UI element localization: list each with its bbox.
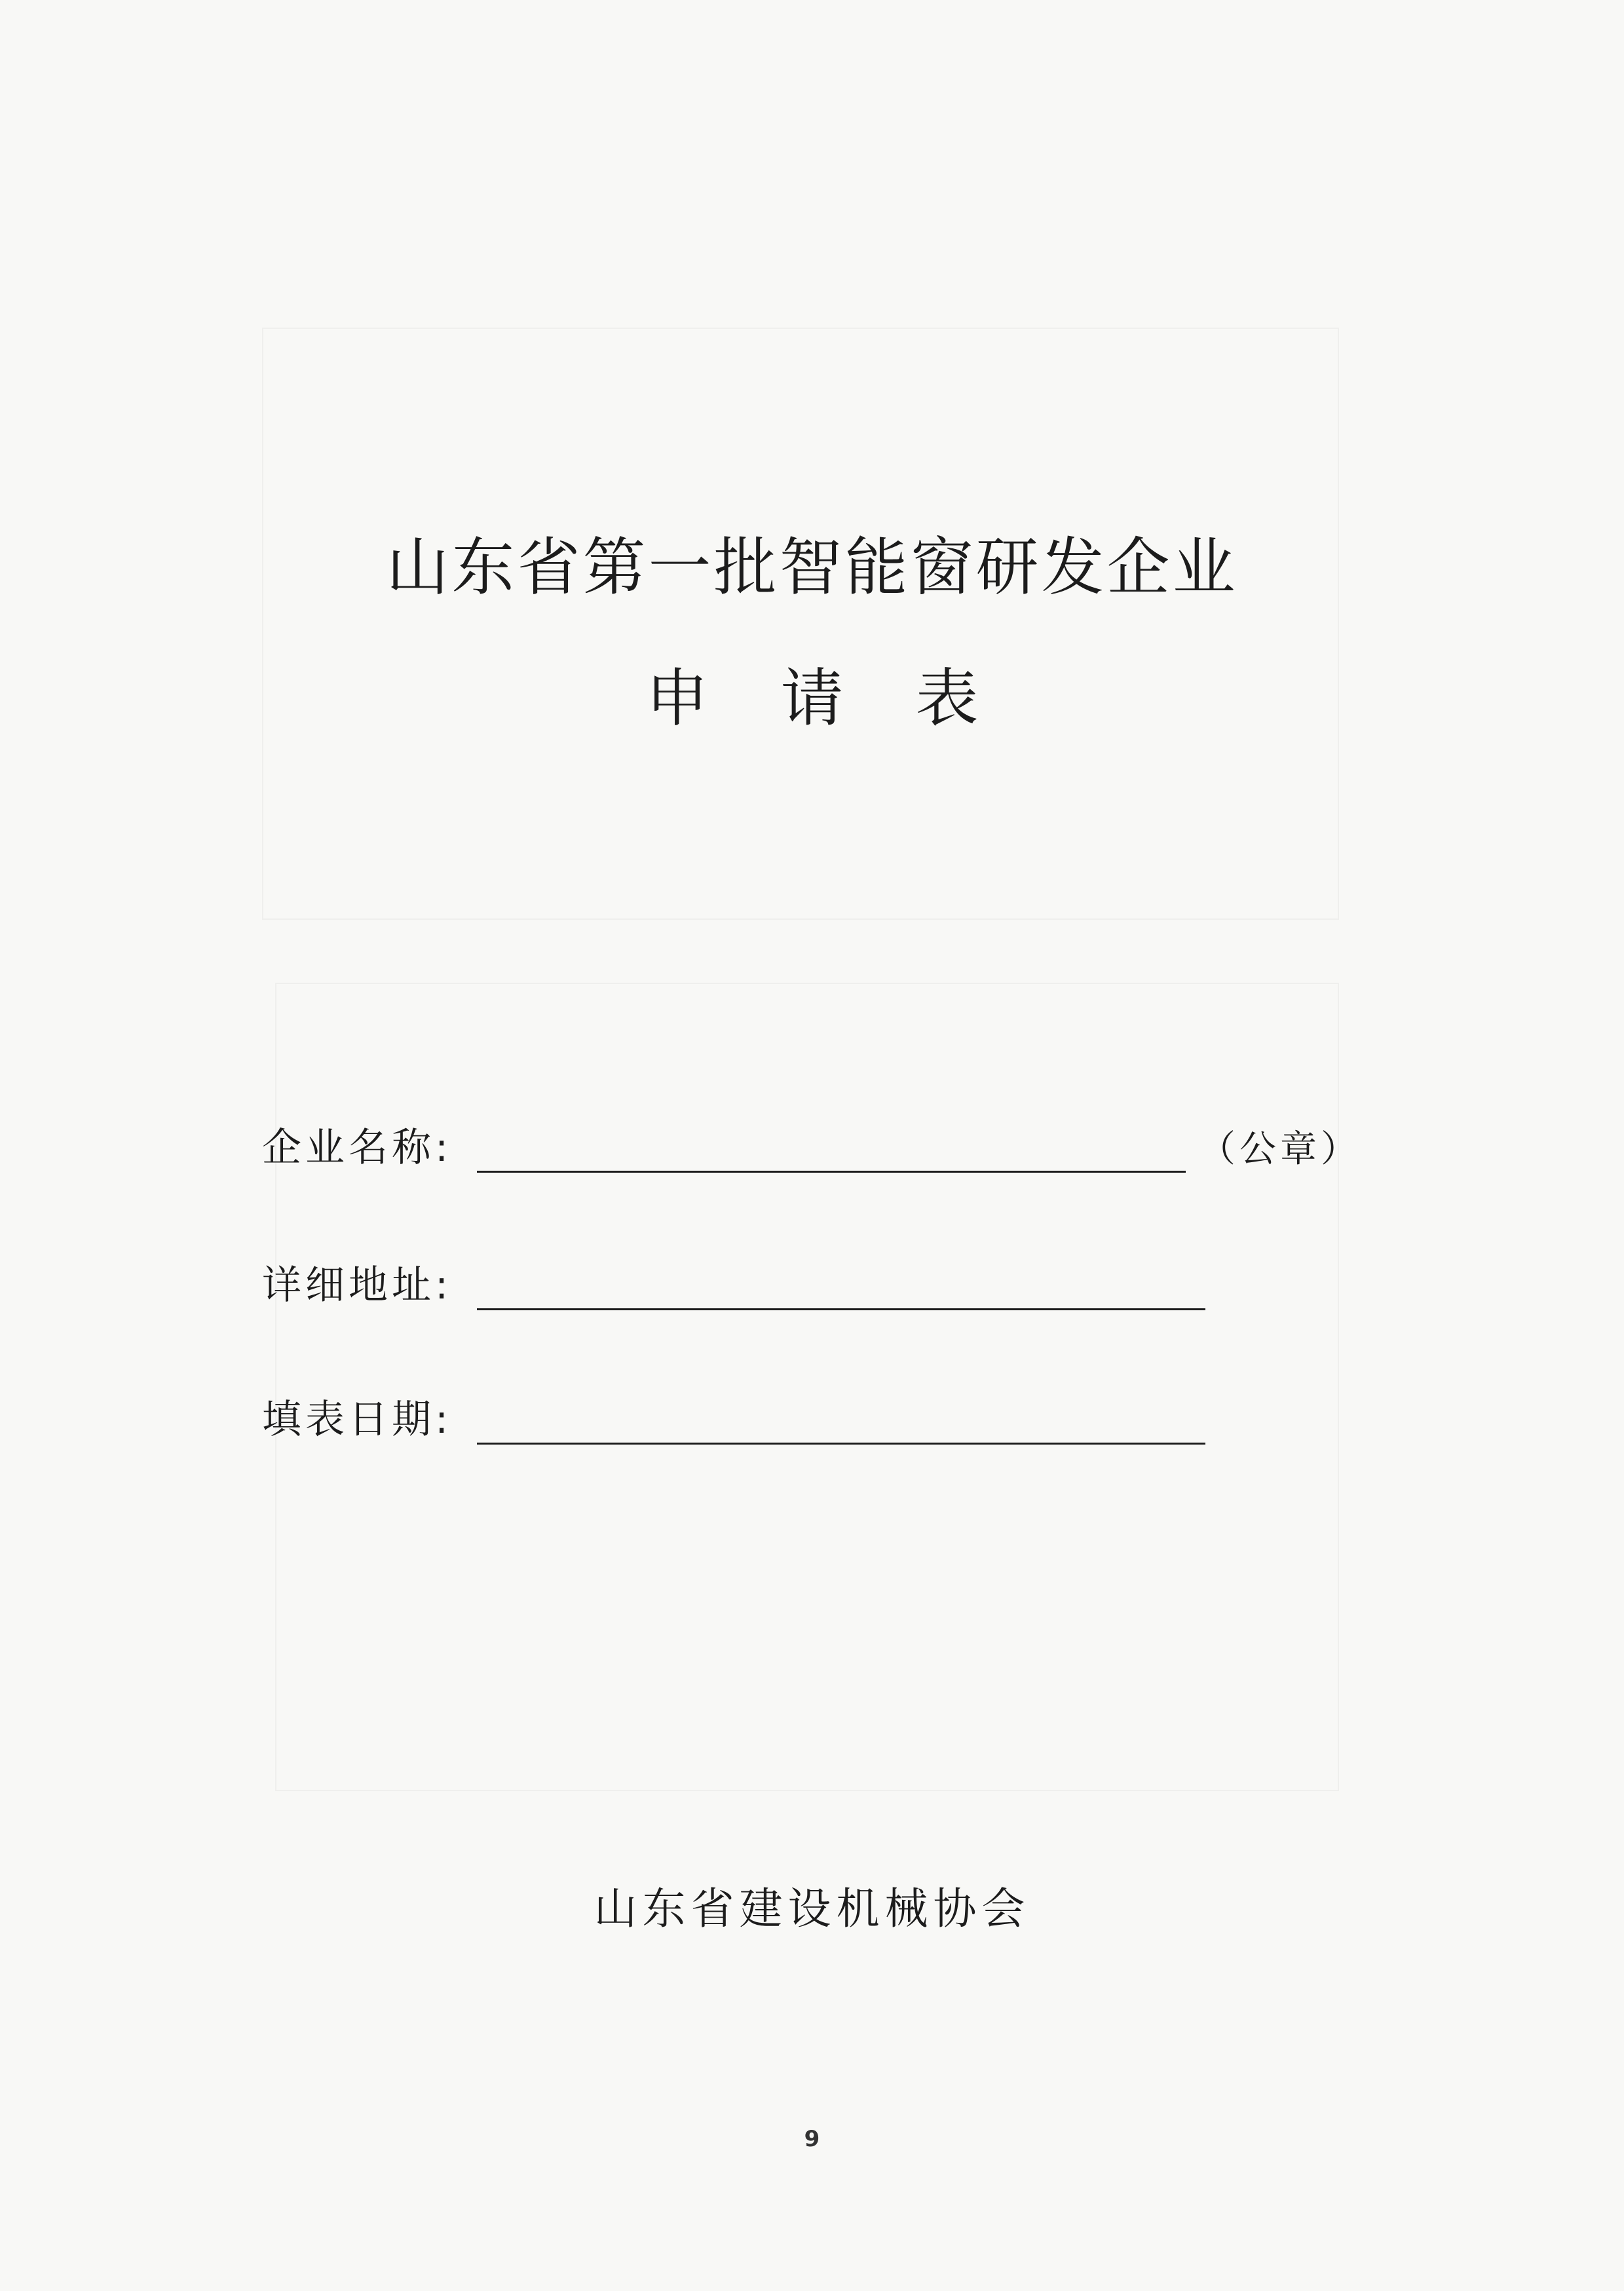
- page-title: 山东省第一批智能窗研发企业: [386, 531, 1238, 604]
- fill-date-label: 填表日期:: [262, 1397, 453, 1443]
- address-row: [262, 1251, 1205, 1310]
- fill-date-field[interactable]: [477, 1405, 1205, 1445]
- company-name-field[interactable]: [477, 1133, 1186, 1173]
- page-subtitle: 申请表: [645, 662, 1051, 735]
- company-seal-note: （公章）: [1199, 1128, 1361, 1171]
- bleed-through-shadow: [262, 328, 1339, 920]
- address-field[interactable]: [477, 1271, 1205, 1310]
- address-label: 详细地址:: [262, 1262, 453, 1308]
- issuing-organization: 山东省建设机械协会: [594, 1884, 1030, 1934]
- fill-date-row: [262, 1386, 1205, 1445]
- page-number: 9: [804, 2126, 820, 2152]
- company-name-row: [262, 1114, 1361, 1173]
- company-name-label: 企业名称:: [262, 1125, 453, 1171]
